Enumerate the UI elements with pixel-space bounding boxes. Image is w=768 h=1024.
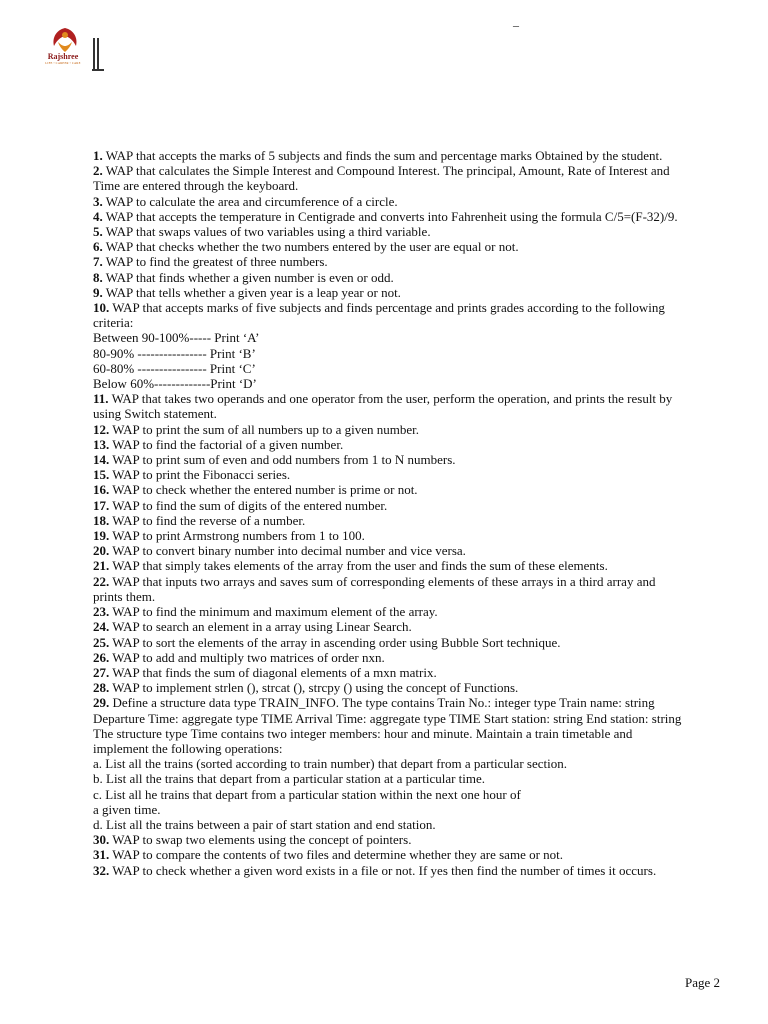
exercise-number: 17. [93, 497, 110, 513]
exercise-text: WAP to compare the contents of two files and determine whether they are same or not. [112, 847, 564, 863]
exercise-text: WAP that swaps values of two variables using a third variable. [105, 224, 431, 240]
exercise-item [93, 422, 683, 437]
exercise-number: 15. [93, 467, 110, 483]
exercise-text: WAP that inputs two arrays and saves sum of corresponding elements of these arrays in a third array and prints them. [93, 573, 656, 604]
exercise-item [93, 695, 683, 756]
exercise-number: 12. [93, 421, 110, 437]
exercise-text: WAP to find the greatest of three numbers. [105, 254, 328, 270]
exercise-item [93, 832, 683, 847]
exercise-item [93, 209, 683, 224]
exercise-number: 31. [93, 847, 110, 863]
exercise-item [93, 543, 683, 558]
exercise-item [93, 346, 683, 361]
exercise-text: WAP to find the minimum and maximum element of the array. [112, 604, 438, 620]
exercise-text: WAP to print the sum of all numbers up to a given number. [112, 421, 420, 437]
exercise-text: WAP to swap two elements using the concept of pointers. [112, 832, 412, 848]
exercise-text: WAP that finds whether a given number is even or odd. [105, 269, 394, 285]
exercise-number: 16. [93, 482, 110, 498]
exercise-item [93, 528, 683, 543]
exercise-item [93, 300, 683, 330]
exercise-text: a. List all the trains (sorted according to train number) that depart from a particular section. [93, 756, 567, 772]
exercise-item [93, 482, 683, 497]
exercise-item [93, 330, 683, 345]
exercise-item [93, 163, 683, 193]
exercise-text: d. List all the trains between a pair of start station and end station. [93, 816, 436, 832]
exercise-item [93, 665, 683, 680]
exercise-text: Below 60%-------------Print ‘D’ [93, 376, 257, 392]
exercise-text: WAP that accepts marks of five subjects and finds percentage and prints grades according to the following criteria: [93, 300, 665, 331]
exercise-number: 22. [93, 573, 110, 589]
exercise-item [93, 239, 683, 254]
exercise-text: WAP that accepts the temperature in Centigrade and converts into Fahrenheit using the formula C/5=(F-32)/9. [105, 208, 678, 224]
exercise-item [93, 802, 683, 817]
exercise-item [93, 513, 683, 528]
exercise-text: WAP that checks whether the two numbers entered by the user are equal or not. [105, 239, 519, 255]
exercise-text: 60-80% ---------------- Print ‘C’ [93, 360, 256, 376]
exercise-text: WAP to search an element in a array using Linear Search. [112, 619, 412, 635]
exercise-item [93, 680, 683, 695]
exercise-text: WAP that accepts the marks of 5 subjects and finds the sum and percentage marks Obtained by the student. [105, 148, 663, 163]
exercise-text: WAP to calculate the area and circumference of a circle. [105, 193, 398, 209]
exercise-number: 28. [93, 680, 110, 696]
exercise-item [93, 224, 683, 239]
exercise-number: 6. [93, 239, 103, 255]
brand-tagline: LIFE • CAREER • CARE [45, 61, 81, 65]
exercise-text: WAP to print the Fibonacci series. [112, 467, 291, 483]
exercise-item [93, 498, 683, 513]
exercise-number: 20. [93, 543, 110, 559]
exercise-text: WAP to add and multiply two matrices of order nxn. [112, 649, 385, 665]
exercise-item [93, 787, 683, 802]
exercise-item [93, 270, 683, 285]
exercise-number: 21. [93, 558, 110, 574]
exercise-item [93, 635, 683, 650]
exercise-list [93, 148, 683, 878]
exercise-number: 19. [93, 528, 110, 544]
exercise-number: 7. [93, 254, 103, 270]
exercise-item [93, 756, 683, 771]
exercise-item [93, 467, 683, 482]
exercise-number: 3. [93, 193, 103, 209]
exercise-number: 2. [93, 163, 103, 179]
exercise-item [93, 619, 683, 634]
exercise-number: 25. [93, 634, 110, 650]
exercise-item [93, 604, 683, 619]
exercise-number: 10. [93, 300, 110, 316]
exercise-item [93, 376, 683, 391]
exercise-number: 23. [93, 604, 110, 620]
exercise-text: WAP that tells whether a given year is a leap year or not. [105, 284, 401, 300]
exercise-number: 8. [93, 269, 103, 285]
brand-name: Rajshree [47, 52, 79, 61]
exercise-item [93, 254, 683, 269]
exercise-number: 11. [93, 391, 109, 407]
exercise-text: WAP to find the factorial of a given number. [112, 436, 344, 452]
exercise-number: 30. [93, 832, 110, 848]
exercise-item [93, 817, 683, 832]
exercise-text: a given time. [93, 801, 161, 817]
exercise-text: WAP to print Armstrong numbers from 1 to 100. [112, 528, 365, 544]
exercise-item [93, 863, 683, 878]
exercise-item [93, 650, 683, 665]
exercise-text: b. List all the trains that depart from a particular station at a particular time. [93, 771, 486, 787]
exercise-number: 24. [93, 619, 110, 635]
exercise-number: 29. [93, 695, 110, 711]
exercise-text: WAP to check whether the entered number is prime or not. [112, 482, 418, 498]
exercise-item [93, 574, 683, 604]
exercise-item [93, 194, 683, 209]
exercise-text: WAP to sort the elements of the array in ascending order using Bubble Sort technique. [112, 634, 561, 650]
exercise-text: WAP that finds the sum of diagonal elements of a mxn matrix. [112, 664, 437, 680]
header-bars-icon [92, 38, 106, 72]
exercise-text: WAP to implement strlen (), strcat (), strcpy () using the concept of Functions. [112, 680, 519, 696]
exercise-number: 27. [93, 664, 110, 680]
exercise-item [93, 847, 683, 862]
exercise-number: 26. [93, 649, 110, 665]
exercise-item [93, 285, 683, 300]
exercise-text: WAP that simply takes elements of the array from the user and finds the sum of these elements. [112, 558, 608, 574]
exercise-item [93, 391, 683, 421]
exercise-text: WAP to print sum of even and odd numbers from 1 to N numbers. [112, 452, 456, 468]
exercise-number: 1. [93, 148, 103, 163]
exercise-text: c. List all he trains that depart from a particular station within the next one hour of [93, 786, 521, 802]
exercise-number: 9. [93, 284, 103, 300]
exercise-text: WAP that takes two operands and one operator from the user, perform the operation, and prints the result by using Switch statement. [93, 391, 673, 422]
exercise-item [93, 558, 683, 573]
exercise-item [93, 437, 683, 452]
exercise-number: 32. [93, 862, 110, 878]
page-number: Page 2 [684, 975, 720, 990]
exercise-text: WAP to check whether a given word exists in a file or not. If yes then find the number of times it occurs. [112, 862, 657, 878]
exercise-text: WAP to convert binary number into decimal number and vice versa. [112, 543, 466, 559]
exercise-text: 80-90% ---------------- Print ‘B’ [93, 345, 256, 361]
exercise-item [93, 771, 683, 786]
exercise-text: Define a structure data type TRAIN_INFO. The type contains Train No.: integer type Train name: string Departure Time: aggregate type TIME Arrival Time: aggregate type TIME Start station: string End station: string The structure type Time contains two integer members: hour and minute. Maintain a train timetable and implement the following operations: [93, 695, 682, 756]
exercise-text: WAP to find the sum of digits of the entered number. [112, 497, 388, 513]
exercise-number: 13. [93, 436, 110, 452]
exercise-number: 4. [93, 208, 103, 224]
exercise-item [93, 361, 683, 376]
exercise-number: 18. [93, 512, 110, 528]
exercise-text: Between 90-100%----- Print ‘A’ [93, 330, 260, 346]
exercise-text: WAP to find the reverse of a number. [112, 512, 306, 528]
exercise-text: WAP that calculates the Simple Interest and Compound Interest. The principal, Amount, Rate of Interest and Time are entered through the keyboard. [93, 163, 670, 194]
exercise-item [93, 452, 683, 467]
header-mark: – [513, 18, 519, 32]
exercise-number: 5. [93, 224, 103, 240]
exercise-number: 14. [93, 452, 110, 468]
exercise-item [93, 148, 683, 163]
